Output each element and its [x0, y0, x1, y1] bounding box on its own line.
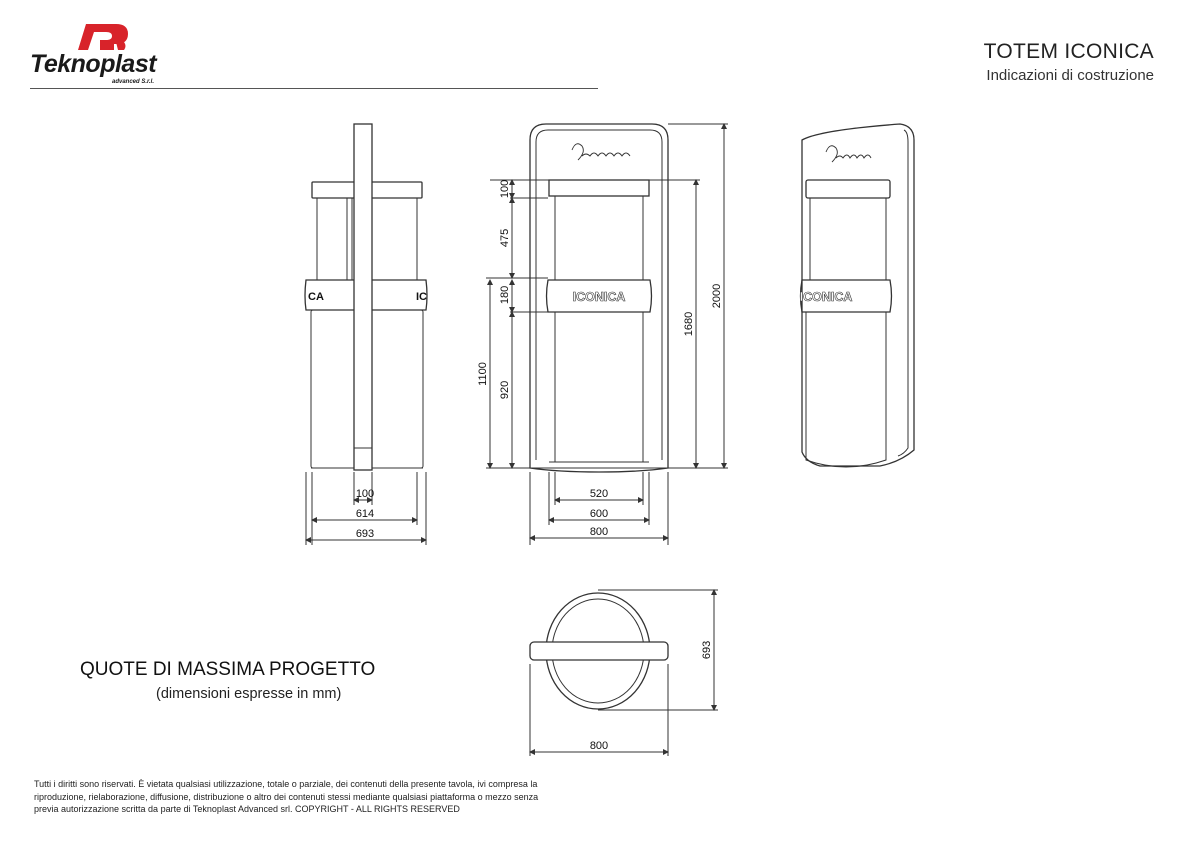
- dim-side-inner-width: 614: [355, 508, 375, 520]
- perspective-script-logo: [826, 146, 871, 162]
- brand-name: Teknoplast: [30, 50, 157, 78]
- perspective-product-label: ICONICA: [799, 290, 853, 304]
- side-label-right: IC: [416, 291, 427, 303]
- copyright-notice: [34, 778, 634, 816]
- dim-label-band-height: 180: [499, 285, 511, 305]
- document-subtitle: Indicazioni di costruzione: [986, 67, 1154, 84]
- notes-subtitle: (dimensioni espresse in mm): [156, 686, 342, 702]
- pomellato-script-logo: [572, 144, 630, 160]
- dim-top-band-height: 100: [499, 179, 511, 199]
- copyright-line: Tutti i diritti sono riservati. È vietata qualsiasi utilizzazione, totale o parziale, dei contenuti della presente tavola, ivi compresa la: [34, 779, 538, 789]
- dim-side-total-width: 693: [355, 528, 375, 540]
- dim-total-height: 2000: [711, 283, 723, 309]
- dim-front-inner-width: 520: [589, 488, 609, 500]
- document-title: TOTEM ICONICA: [983, 40, 1154, 63]
- dim-post-width: 100: [355, 488, 375, 500]
- copyright-line: riproduzione, rielaborazione, diffusione, distribuzione o altro dei contenuti stessi mediante qualsiasi piattaforma o mezzo senza: [34, 791, 539, 802]
- notes-title: QUOTE DI MASSIMA PROGETTO: [80, 659, 376, 680]
- dim-front-total-width: 800: [589, 526, 609, 538]
- dim-plan-depth: 693: [701, 640, 713, 660]
- dim-label-band-bottom-height: 1100: [477, 362, 489, 386]
- side-view: [305, 124, 427, 470]
- dim-upper-window-height: 475: [499, 228, 511, 248]
- brand-subtitle: advanced S.r.l.: [112, 79, 155, 85]
- dim-plan-width: 800: [589, 740, 609, 752]
- copyright-line: previa autorizzazione scritta da parte di Teknoplast Advanced srl. COPYRIGHT - ALL RIGHTS RESERVED: [34, 804, 460, 814]
- side-label-left: CA: [308, 291, 324, 303]
- dim-display-height: 1680: [683, 311, 695, 337]
- front-product-label: ICONICA: [572, 290, 626, 304]
- dim-front-body-width: 600: [589, 508, 609, 520]
- dim-lower-body-height: 920: [499, 380, 511, 400]
- plan-view: [530, 590, 718, 756]
